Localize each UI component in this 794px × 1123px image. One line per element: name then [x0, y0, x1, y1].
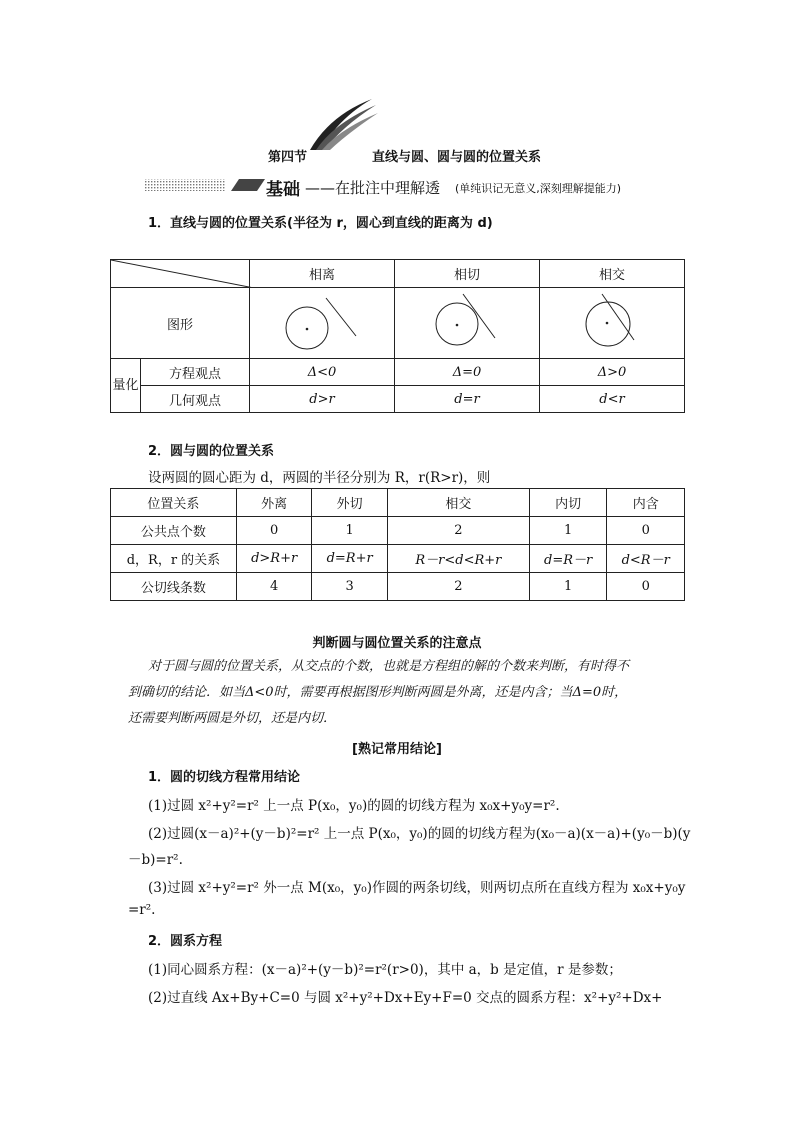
banner-title: 基础: [266, 180, 300, 200]
col-header: 内含: [607, 489, 685, 517]
quant-label: 量化: [111, 359, 141, 413]
row-label: 方程观点: [141, 359, 250, 386]
conclusion-line: (1)同心圆系方程：(x－a)²+(y－b)²=r²(r>0)，其中 a，b 是定值，r 是参数；: [148, 962, 622, 978]
table-cell: d=R－r: [529, 545, 607, 573]
col-header: 相切: [394, 260, 539, 288]
note-title: 判断圆与圆位置关系的注意点: [312, 636, 482, 651]
table-cell: 0: [607, 573, 685, 601]
table-cell: R－r<d<R+r: [387, 545, 529, 573]
table-cell: d>R+r: [236, 545, 312, 573]
conclusion-line: =r².: [128, 902, 156, 918]
banner-note: (单纯识记无意义,深刻理解提能力): [455, 182, 622, 195]
diagonal-line: [111, 260, 254, 288]
table-cell: 2: [387, 573, 529, 601]
note-line-2: 到确切的结论．如当Δ<0时，需要再根据图形判断两圆是外离，还是内含；当Δ=0时，: [128, 685, 628, 700]
banner-stripe-icon: [145, 178, 265, 192]
conclusion-line: －b)=r².: [128, 852, 183, 868]
figure-separate: [249, 288, 394, 359]
table-cell: d>r: [249, 386, 394, 413]
circle-tangent-figure: [395, 288, 539, 354]
table-cell: Δ>0: [539, 359, 684, 386]
row-label: 公切线条数: [111, 573, 237, 601]
col-header: 相交: [387, 489, 529, 517]
circle-separate-figure: [250, 288, 394, 354]
conclusion-line: (2)过圆(x－a)²+(y－b)²=r² 上一点 P(x₀，y₀)的圆的切线方程为(x₀－a)(x－a)+(y₀－b)(y: [148, 826, 691, 842]
table-cell: 1: [529, 573, 607, 601]
conclusion-line: (1)过圆 x²+y²=r² 上一点 P(x₀，y₀)的圆的切线方程为 x₀x+y₀y=r².: [148, 798, 560, 814]
col-header: 相交: [539, 260, 684, 288]
section-number: 第四节: [268, 150, 308, 165]
note-line-1: 对于圆与圆的位置关系，从交点的个数，也就是方程组的解的个数来判断，有时得不: [148, 659, 630, 674]
table-cell: d=r: [394, 386, 539, 413]
col-header: 相离: [249, 260, 394, 288]
col-header: 外离: [236, 489, 312, 517]
col-header: 外切: [312, 489, 388, 517]
section-title: 直线与圆、圆与圆的位置关系: [372, 150, 542, 165]
line-circle-table: [110, 259, 685, 413]
table-cell: 1: [312, 517, 388, 545]
conclusions-title: [熟记常用结论]: [352, 742, 442, 757]
conclusion-heading-2: 2．圆系方程: [148, 934, 223, 949]
table-cell: d<R－r: [607, 545, 685, 573]
part2-intro: 设两圆的圆心距为 d，两圆的半径分别为 R，r(R>r)，则: [148, 470, 491, 486]
table-cell: 0: [607, 517, 685, 545]
conclusion-heading-1: 1．圆的切线方程常用结论: [148, 770, 301, 785]
circle-circle-table: [110, 488, 685, 601]
swoosh-decoration-icon: [300, 95, 380, 155]
table-cell: 3: [312, 573, 388, 601]
circle-intersect-figure: [540, 288, 684, 354]
part1-heading: 1．直线与圆的位置关系(半径为 r，圆心到直线的距离为 d): [148, 216, 493, 231]
row-label: 公共点个数: [111, 517, 237, 545]
col-header: 内切: [529, 489, 607, 517]
figure-label: 图形: [111, 288, 250, 359]
table-cell: d=R+r: [312, 545, 388, 573]
figure-intersect: [539, 288, 684, 359]
col-header: 位置关系: [111, 489, 237, 517]
table-cell: 2: [387, 517, 529, 545]
table-cell: d<r: [539, 386, 684, 413]
note-line-3: 还需要判断两圆是外切，还是内切．: [128, 711, 337, 726]
table-cell: Δ=0: [394, 359, 539, 386]
diagonal-header-cell: [111, 260, 250, 288]
row-label: 几何观点: [141, 386, 250, 413]
row-label: d，R，r 的关系: [111, 545, 237, 573]
table-cell: 0: [236, 517, 312, 545]
table-cell: Δ<0: [249, 359, 394, 386]
conclusion-line: (3)过圆 x²+y²=r² 外一点 M(x₀，y₀)作圆的两条切线，则两切点所在直线方程为 x₀x+y₀y: [148, 880, 686, 896]
figure-tangent: [394, 288, 539, 359]
table-cell: 4: [236, 573, 312, 601]
part2-heading: 2．圆与圆的位置关系: [148, 444, 275, 459]
banner-subtitle: ——在批注中理解透: [305, 179, 441, 197]
table-cell: 1: [529, 517, 607, 545]
conclusion-line: (2)过直线 Ax+By+C=0 与圆 x²+y²+Dx+Ey+F=0 交点的圆系方程：x²+y²+Dx+: [148, 990, 663, 1006]
